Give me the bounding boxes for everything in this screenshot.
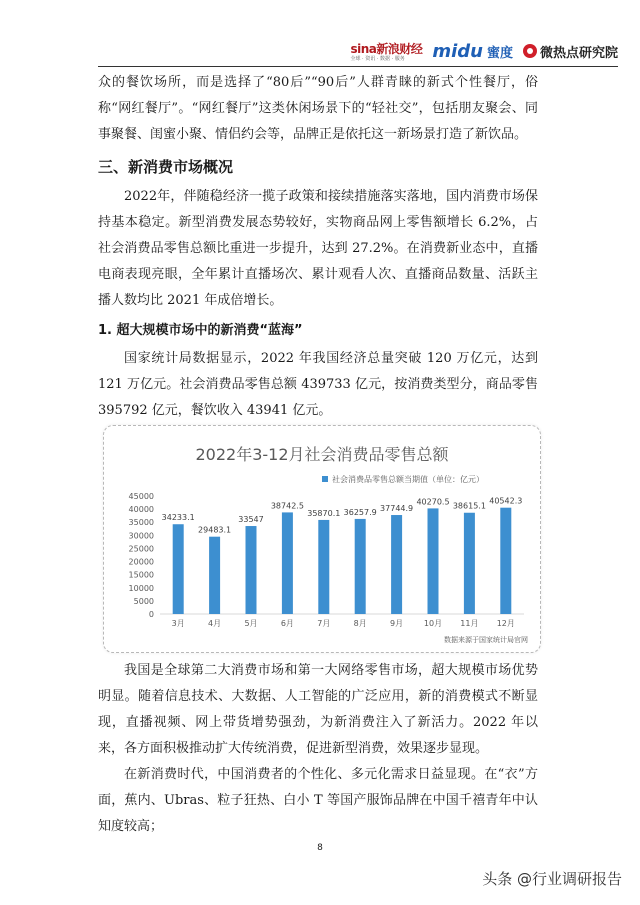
chart-legend: 社会消费品零售总额当期值（单位：亿元） <box>332 475 484 484</box>
bar-value-label: 36257.9 <box>343 507 377 517</box>
content-after-chart <box>98 658 538 840</box>
midu-logo-cn: 蜜度 <box>486 45 513 61</box>
bar <box>209 537 220 614</box>
bar-series <box>162 497 523 614</box>
header-rule <box>98 66 618 67</box>
toutiao-watermark: 头条 @行业调研报告 <box>482 870 622 888</box>
y-tick-label: 35000 <box>128 518 154 528</box>
bar <box>282 512 293 614</box>
header-logos <box>350 40 618 62</box>
chart-title: 2022年3-12月社会消费品零售总额 <box>195 445 449 464</box>
sina-finance-logo: sina新浪财经 全球 · 资讯 · 数据 · 服务 <box>350 42 423 62</box>
page-header <box>0 0 640 64</box>
x-tick-label: 4月 <box>208 619 222 628</box>
y-tick-label: 10000 <box>128 583 154 593</box>
bar <box>355 519 366 614</box>
weiredian-logo: 微热点研究院 <box>523 42 618 61</box>
bar <box>318 520 329 614</box>
y-tick-label: 30000 <box>128 531 154 541</box>
y-tick-label: 40000 <box>128 505 154 515</box>
y-tick-label: 5000 <box>133 596 154 606</box>
y-tick-label: 15000 <box>128 570 154 580</box>
x-tick-label: 10月 <box>423 619 443 628</box>
paragraph-5: 在新消费时代，中国消费者的个性化、多元化需求日益显现。在“衣”方面，蕉内、Ubras、粒子狂热、白小 T 等国产服饰品牌在中国千禧青年中认知度较高； <box>98 767 538 834</box>
bar-value-label: 40270.5 <box>416 497 450 507</box>
chart-source: 数据来源于国家统计局官网 <box>444 636 528 644</box>
main-content <box>98 70 538 424</box>
bar-value-label: 38615.1 <box>452 501 486 511</box>
paragraph-2: 2022年，伴随稳经济一揽子政策和接续措施落实落地，国内消费市场保持基本稳定。新型消费发展态势较好，实物商品网上零售额增长 6.2%，占社会消费品零售总额比重进一步提升，达到 27.2%。在消费新业态中，直播电商表现亮眼，全年累计直播场次、累计观看人次、直播商品数量、活跃主播人数均比 2021 年成倍增长。 <box>98 189 538 308</box>
bar-value-label: 29483.1 <box>198 525 232 535</box>
x-axis <box>172 619 515 628</box>
paragraph-3: 国家统计局数据显示，2022 年我国经济总量突破 120 万亿元，达到 121 万亿元。社会消费品零售总额 439733 亿元，按消费类型分，商品零售 395792 亿元，餐饮收入 43941 亿元。 <box>98 351 538 418</box>
bar-value-label: 38742.5 <box>270 501 304 511</box>
page-number: 8 <box>317 843 323 853</box>
paragraph-1: 众的餐饮场所，而是选择了“80后”“90后”人群青睐的新式个性餐厅，俗称“网红餐厅”。“网红餐厅”这类休闲场景下的“轻社交”，包括朋友聚会、同事聚餐、闺蜜小聚、情侣约会等，品牌正是依托这一新场景打造了新饮品。 <box>98 75 538 142</box>
x-tick-label: 9月 <box>390 619 404 628</box>
paragraph-4: 我国是全球第二大消费市场和第一大网络零售市场，超大规模市场优势明显。随着信息技术、大数据、人工智能的广泛应用，新的消费模式不断显现，直播视频、网上带货增势强劲，为新消费注入了新活力。2022 年以来，各方面积极推动扩大传统消费，促进新型消费，效果逐步显现。 <box>98 663 538 756</box>
weiredian-mark-icon <box>523 44 537 58</box>
subsection-title: 1. 超大规模市场中的新消费“蓝海” <box>98 323 303 338</box>
bar <box>464 513 475 614</box>
x-tick-label: 8月 <box>353 619 367 628</box>
chart-svg <box>104 426 540 652</box>
y-tick-label: 20000 <box>128 557 154 567</box>
x-tick-label: 6月 <box>280 619 294 628</box>
x-tick-label: 5月 <box>244 619 258 628</box>
bar-value-label: 35870.1 <box>307 508 341 518</box>
bar-value-label: 34233.1 <box>161 513 195 523</box>
bar-value-label: 33547 <box>238 515 264 525</box>
bar <box>246 526 257 614</box>
x-tick-label: 12月 <box>496 619 515 628</box>
y-tick-label: 25000 <box>128 544 154 554</box>
y-tick-label: 0 <box>148 610 154 619</box>
midu-logo: midu <box>432 40 483 62</box>
legend-swatch <box>322 476 328 482</box>
bar <box>428 508 439 614</box>
bar <box>173 524 184 614</box>
bar <box>391 515 402 614</box>
x-tick-label: 7月 <box>317 619 331 628</box>
bar <box>500 508 511 614</box>
bar-value-label: 37744.9 <box>380 504 414 514</box>
section-title: 三、新消费市场概况 <box>98 158 234 176</box>
y-tick-label: 45000 <box>128 492 154 501</box>
x-tick-label: 3月 <box>171 619 185 628</box>
x-tick-label: 11月 <box>460 619 479 628</box>
bar-value-label: 40542.3 <box>489 496 523 506</box>
retail-sales-chart <box>103 425 541 653</box>
